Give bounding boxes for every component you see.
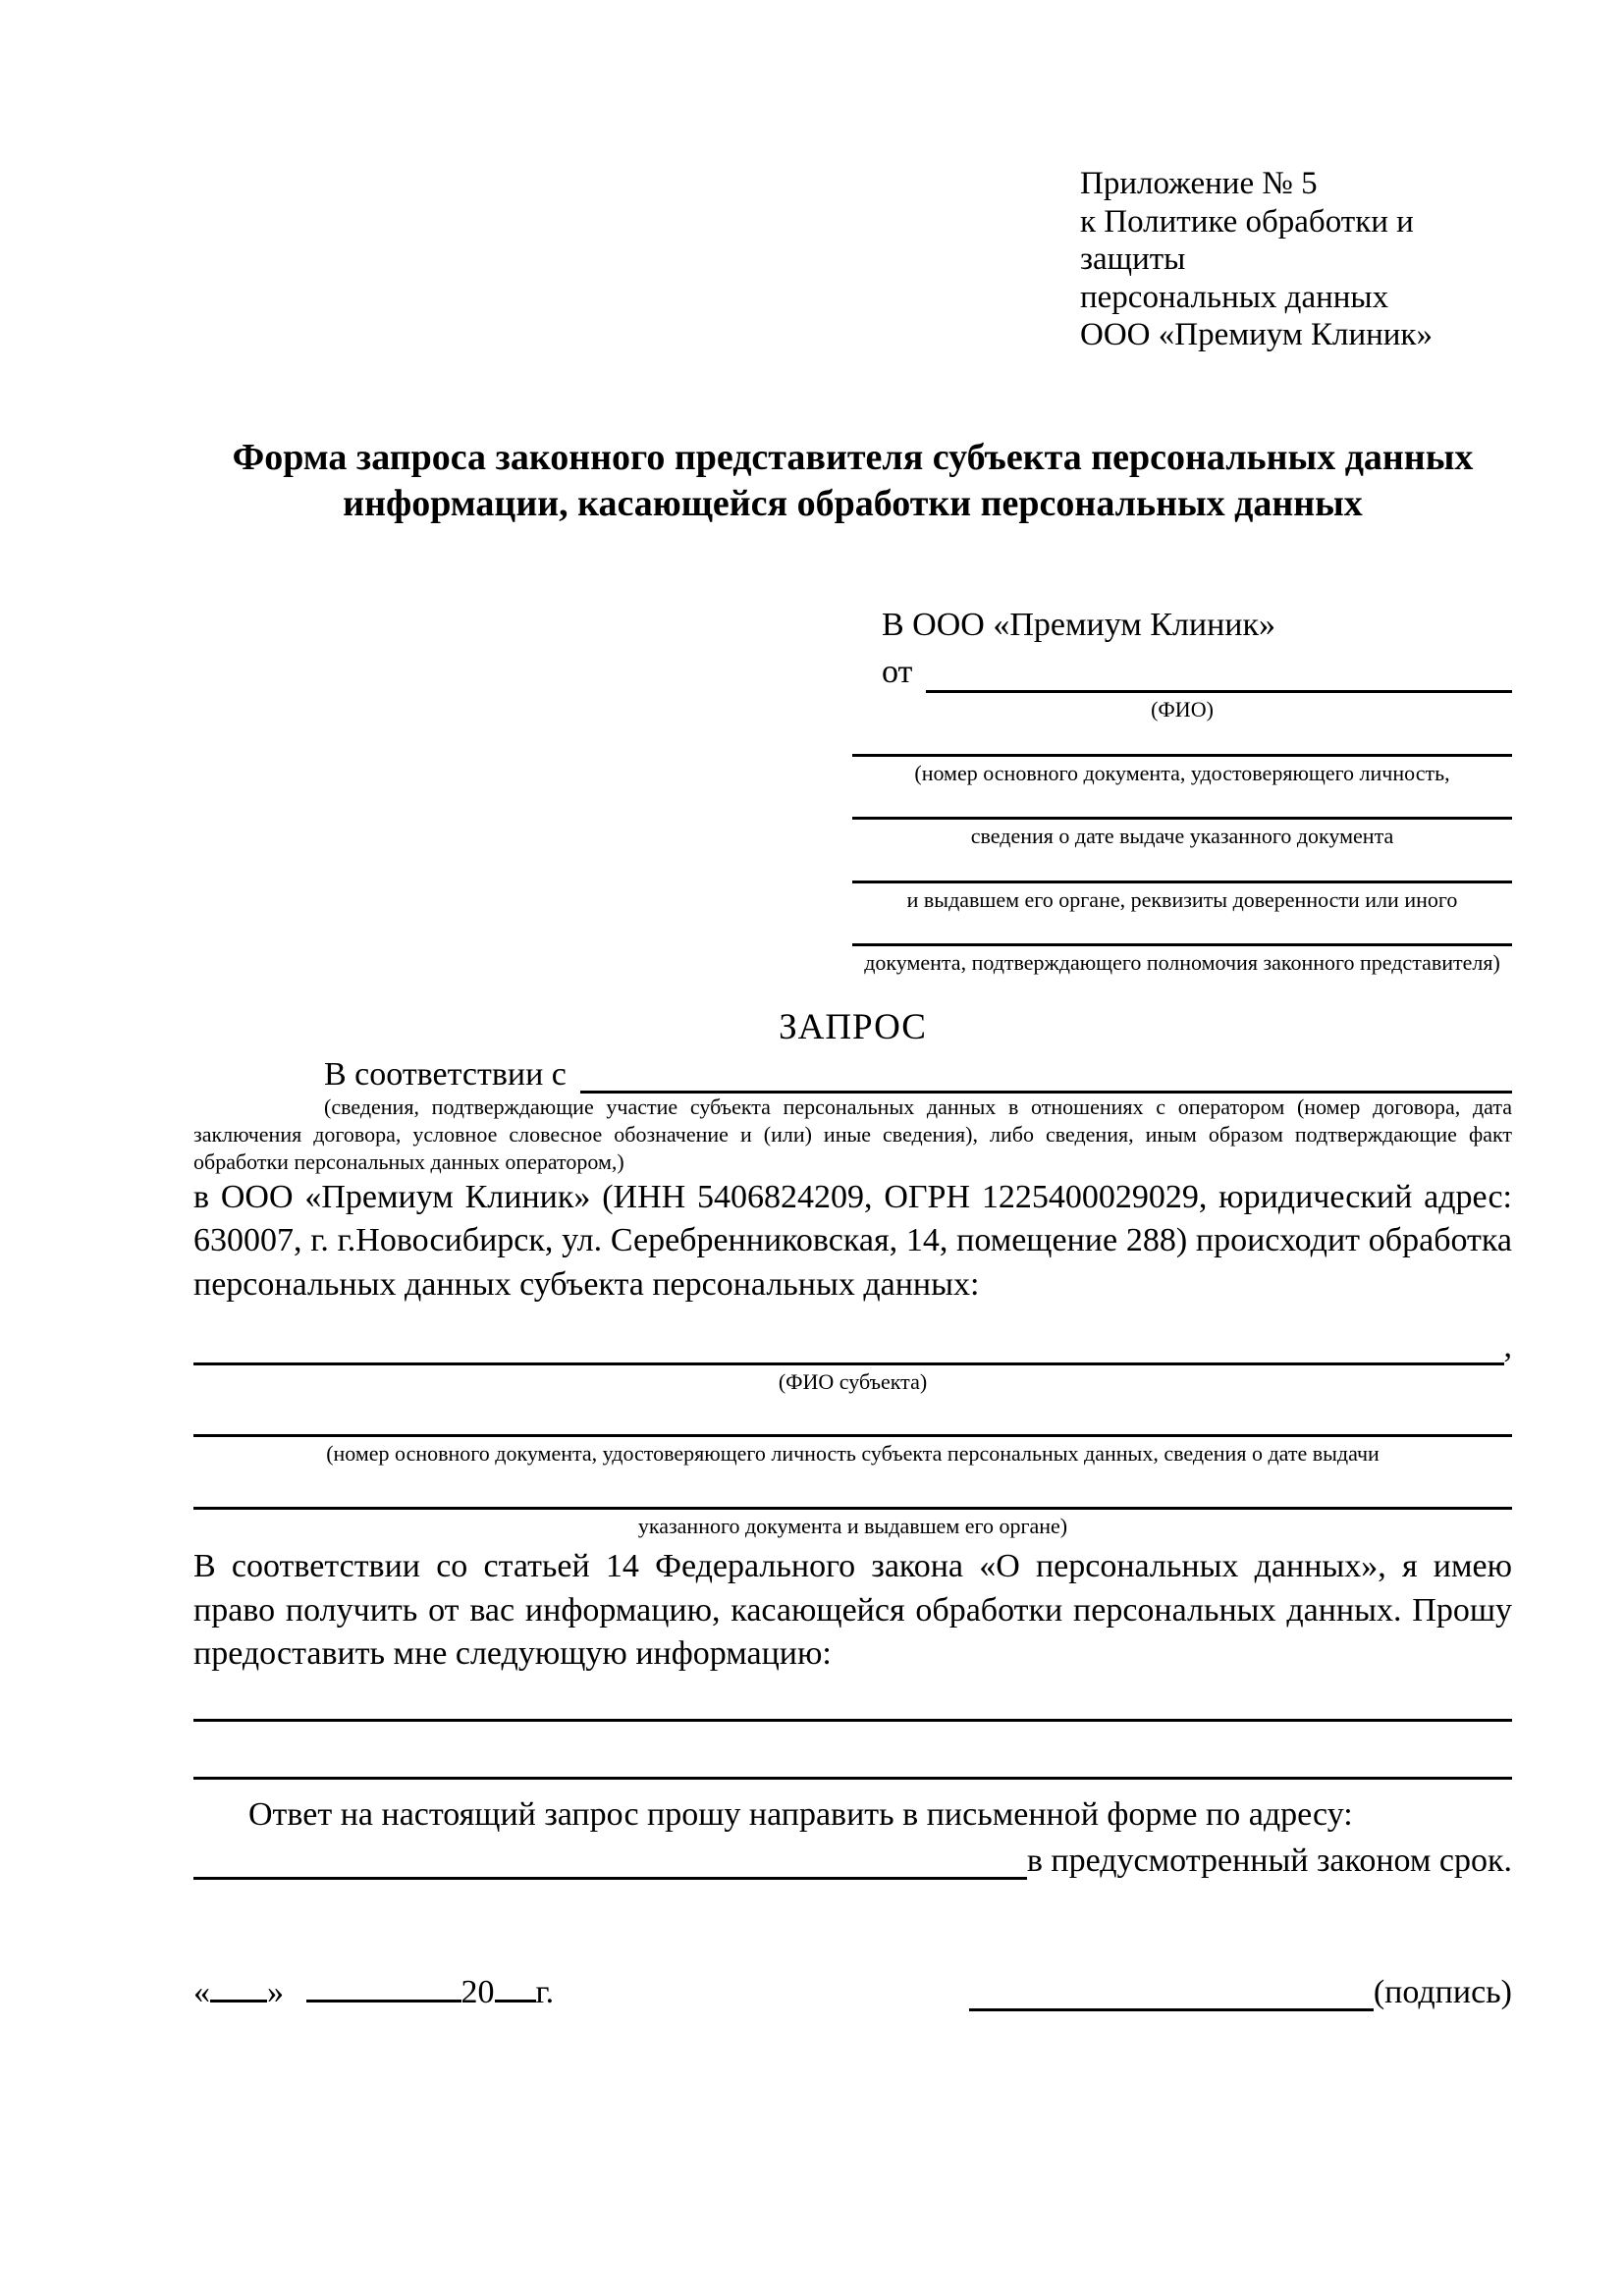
representative-doc-row	[852, 817, 1512, 850]
subject-fio-row	[193, 1328, 1512, 1365]
representative-doc-row	[852, 754, 1512, 787]
blank-line-caption: сведения о дате выдаче указанного документа	[970, 824, 1394, 849]
date-year-suffix: г.	[535, 1974, 555, 2011]
reply-address-row	[193, 1842, 1512, 1880]
request-heading: ЗАПРОС	[779, 1006, 927, 1047]
appendix-note-line: ООО «Премиум Клиник»	[1080, 317, 1433, 353]
document-title-line1: Форма запроса законного представителя субъекта персональных данных	[232, 437, 1474, 479]
appendix-note-line: персональных данных	[1080, 279, 1389, 315]
date-quote-close: »	[267, 1974, 284, 2011]
signature-blank	[969, 2006, 1374, 2011]
blank-line	[852, 943, 1512, 946]
blank-line-caption: документа, подтверждающего полномочия законного представителя)	[864, 950, 1500, 976]
date-quote-open: «	[193, 1974, 210, 2011]
appendix-note	[1080, 165, 1512, 354]
addressee-from-row	[852, 651, 1512, 694]
blank-line-caption: (номер основного документа, удостоверяющего личность,	[914, 760, 1450, 785]
fio-caption: (ФИО)	[1151, 697, 1214, 722]
signature-line	[969, 1974, 1512, 2011]
operator-paragraph: в ООО «Премиум Клиник» (ИНН 5406824209, ОГРН 1225400029029, юридический адрес: 630007, г. г.Новосибирск, ул. Серебренниковская, 14, помещение 288) происходит обработка персональных данных субъекта персональных данных:	[193, 1179, 1512, 1303]
footer-row	[193, 1974, 1512, 2011]
addressee-from-label: от	[882, 653, 913, 690]
reply-paragraph: Ответ на настоящий запрос прошу направить в письменной форме по адресу:	[248, 1795, 1353, 1833]
blank-line	[852, 754, 1512, 757]
document-title-line2: информации, касающейся обработки персональных данных	[343, 483, 1363, 525]
reply-suffix: в предусмотренный законом срок.	[1026, 1842, 1512, 1880]
subject-doc-caption-1: (номер основного документа, удостоверяющего личность субъекта персональных данных, сведения о дате выдачи	[326, 1441, 1380, 1467]
basis-blank-line	[580, 1059, 1512, 1094]
subject-doc-blank-line	[193, 1507, 1512, 1510]
reply-address-blank-line	[193, 1845, 1027, 1880]
basis-caption: (сведения, подтверждающие участие субъекта персональных данных в отношениях с оператором (номер договора, дата заключения договора, условное словесное обозначение и (или) иные сведения), либо сведения, иным образом подтверждающие факт обработки персональных данных оператором,)	[193, 1094, 1512, 1175]
subject-fio-caption: (ФИО субъекта)	[778, 1368, 928, 1394]
document-title	[193, 435, 1512, 527]
basis-prefix: В соответствии с	[324, 1055, 567, 1093]
basis-row	[193, 1056, 1512, 1094]
signature-caption: (подпись)	[1373, 1974, 1512, 2011]
law-paragraph: В соответствии со статьей 14 Федерального закона «О персональных данных», я имею право получить от вас информацию, касающейся обработки персональных данных. Прошу предоставить мне следующую информацию:	[193, 1548, 1512, 1672]
appendix-note-line: Приложение № 5	[1080, 166, 1318, 201]
date-month-blank	[306, 1998, 461, 2002]
blank-line-caption: и выдавшем его органе, реквизиты доверенности или иного	[906, 886, 1458, 912]
representative-doc-row	[852, 943, 1512, 977]
appendix-note-line: к Политике обработки и защиты	[1080, 203, 1414, 278]
addressee-to: В ООО «Премиум Клиник»	[882, 607, 1276, 644]
blank-line	[852, 881, 1512, 883]
subject-doc-blank-line	[193, 1434, 1512, 1437]
date-year-blank	[495, 1998, 536, 2002]
subject-doc-caption-2: указанного документа и выдавшем его органе)	[637, 1513, 1068, 1538]
date-line	[193, 1974, 554, 2011]
date-day-blank	[210, 1998, 267, 2002]
blank-line	[852, 817, 1512, 820]
trailing-comma: ,	[1503, 1327, 1512, 1364]
subject-fio-blank-line	[193, 1331, 1504, 1365]
addressee-block	[852, 604, 1512, 977]
information-blank-line	[193, 1719, 1512, 1722]
representative-doc-row	[852, 881, 1512, 914]
date-year-prefix: 20	[460, 1974, 495, 2011]
information-blank-line	[193, 1777, 1512, 1780]
from-blank-line	[926, 660, 1512, 694]
